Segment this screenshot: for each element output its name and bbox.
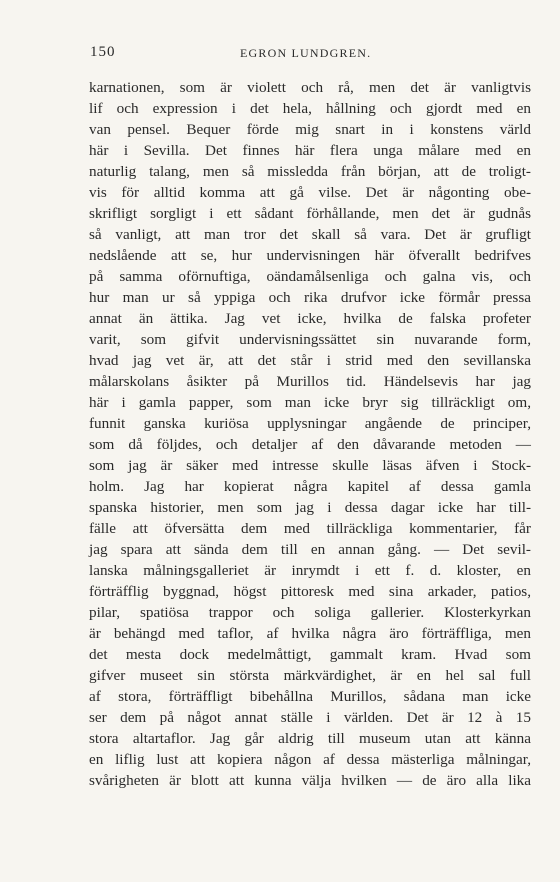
- text-line: på samma oförnuftiga, oändamålsenliga och galna vis, och: [89, 268, 531, 285]
- text-line: som då följdes, och detaljer af den dåvarande metoden —: [89, 436, 531, 453]
- text-line: van pensel. Bequer förde mig snart in i konstens värld: [89, 121, 531, 138]
- text-line: naturlig talang, men så missledda från början, att de troligt-: [89, 163, 531, 180]
- text-line: holm. Jag har kopierat några kapitel af dessa gamla: [89, 478, 531, 495]
- running-title: EGRON LUNDGREN.: [240, 46, 372, 60]
- text-line: en liflig lust att kopiera någon af dessa mästerliga målningar,: [89, 751, 531, 768]
- text-line: hvad jag vet är, att det står i strid med den sevillanska: [89, 352, 531, 369]
- text-line: målarskolans åsikter på Murillos tid. Händelsevis har jag: [89, 373, 531, 390]
- text-line: funnit ganska kuriösa upplysningar angående de principer,: [89, 415, 531, 432]
- text-line: jag spara att sända dem till en annan gång. — Det sevil-: [89, 541, 531, 558]
- text-line: som jag är säker med intresse skulle läsas äfven i Stock-: [89, 457, 531, 474]
- text-line: är behängd med taflor, af hvilka några äro förträffliga, men: [89, 625, 531, 642]
- text-line: stora altartaflor. Jag går aldrig till museum utan att känna: [89, 730, 531, 747]
- running-head: [90, 44, 530, 64]
- text-line: svårigheten är blott att kunna välja hvilken — de äro alla lika: [89, 772, 531, 789]
- text-line: nedslående att se, hur undervisningen här öfverallt bedrifves: [89, 247, 531, 264]
- text-line: af stora, förträffligt bibehållna Murillos, sådana man icke: [89, 688, 531, 705]
- text-line: karnationen, som är violett och rå, men det är vanligtvis: [89, 79, 531, 96]
- text-line: spanska historier, men som jag i dessa dagar icke har till-: [89, 499, 531, 516]
- body-text: [89, 77, 531, 791]
- text-line: här i gamla papper, som man icke bryr sig tillräckligt om,: [89, 394, 531, 411]
- text-line: gifver museet sin största märkvärdighet, är en hel sal full: [89, 667, 531, 684]
- text-line: lanska målningsgalleriet är inrymdt i ett f. d. kloster, en: [89, 562, 531, 579]
- text-line: skrifligt sorgligt i ett sådant förhållande, men det är gudnås: [89, 205, 531, 222]
- text-line: vis för alltid komma att gå vilse. Det är någonting obe-: [89, 184, 531, 201]
- text-line: fälle att öfversätta dem med tillräckliga kommentarier, får: [89, 520, 531, 537]
- text-line: förträfflig byggnad, högst pittoresk med sina arkader, patios,: [89, 583, 531, 600]
- page-number: 150: [90, 44, 116, 60]
- text-line: det mesta dock medelmåttigt, gammalt kram. Hvad som: [89, 646, 531, 663]
- text-line: annat än ättika. Jag vet icke, hvilka de falska profeter: [89, 310, 531, 327]
- text-line: ser dem på något annat ställe i världen. Det är 12 à 15: [89, 709, 531, 726]
- text-line: pilar, spatiösa trappor och soliga gallerier. Klosterkyrkan: [89, 604, 531, 621]
- text-line: hur man ur så yppiga och rika drufvor icke förmår pressa: [89, 289, 531, 306]
- text-line: här i Sevilla. Det finnes här flera unga målare med en: [89, 142, 531, 159]
- text-line: lif och expression i det hela, hållning och gjordt med en: [89, 100, 531, 117]
- text-line: så vanligt, att man tror det skall så vara. Det är grufligt: [89, 226, 531, 243]
- text-line: varit, som gifvit undervisningssättet sin nuvarande form,: [89, 331, 531, 348]
